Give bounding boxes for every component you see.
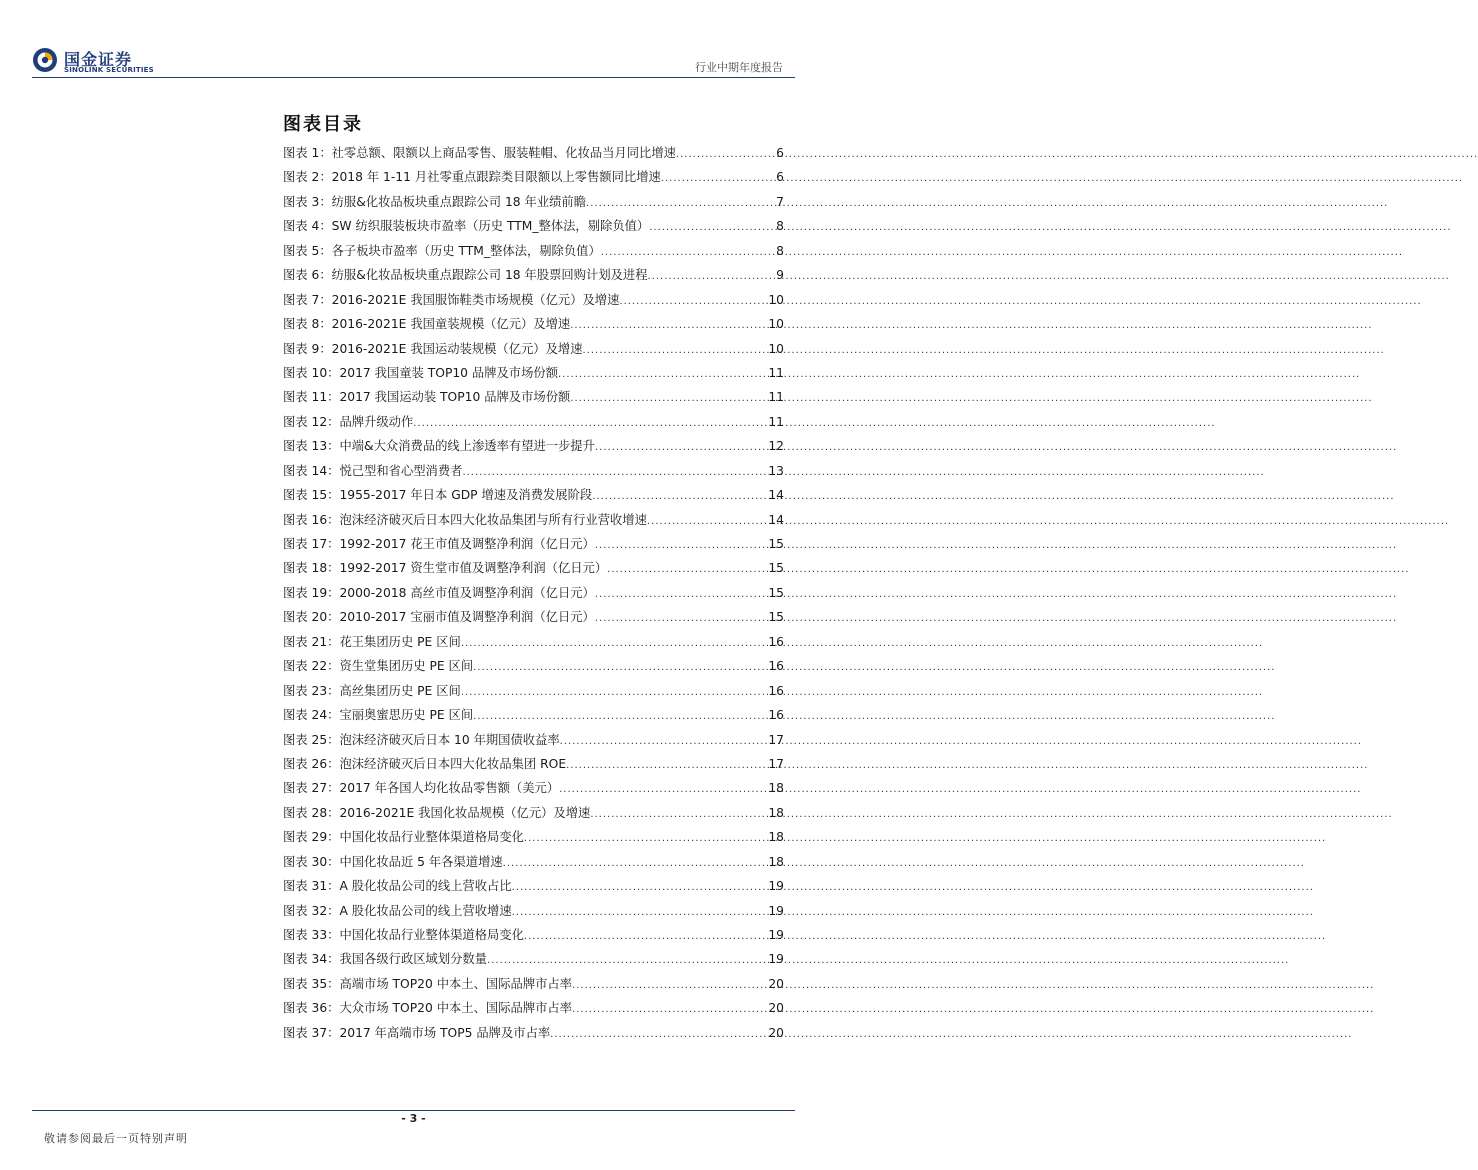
toc-entry-title: 2017 我国运动装 TOP10 品牌及市场份额: [339, 390, 571, 405]
toc-dot-leader: [473, 656, 767, 680]
toc-entry-label: 图表 7：: [283, 292, 332, 307]
company-logo: [32, 47, 172, 77]
toc-entry-label: 图表 31：: [283, 879, 340, 894]
toc-entry-page: 16: [768, 683, 784, 698]
toc-entry-label: 图表 6：: [283, 268, 332, 283]
toc-entry[interactable]: [283, 825, 784, 849]
toc-entry[interactable]: [283, 312, 784, 336]
toc-entry-page: 16: [768, 659, 784, 674]
toc-entry-label: 图表 8：: [283, 317, 332, 332]
toc-entry-page: 11: [768, 390, 784, 405]
toc-entry-title: 泡沫经济破灭后日本 10 年期国债收益率: [339, 732, 560, 747]
toc-entry[interactable]: [283, 508, 784, 532]
toc-entry[interactable]: [283, 483, 784, 507]
toc-dot-leader: [590, 803, 767, 827]
toc-dot-leader: [462, 461, 767, 485]
toc-dot-leader: [461, 681, 768, 705]
toc-entry-label: 图表 10：: [283, 365, 340, 380]
toc-entry-page: 6: [776, 170, 784, 185]
toc-entry[interactable]: [283, 214, 784, 238]
toc-entry-label: 图表 5：: [283, 243, 332, 258]
toc-entry-label: 图表 36：: [283, 1001, 340, 1016]
toc-entry-label: 图表 3：: [283, 194, 332, 209]
toc-entry-title: 高端市场 TOP20 中本土、国际品牌市占率: [339, 976, 572, 991]
toc-entry-label: 图表 11：: [283, 390, 340, 405]
toc-entry-title: 2010-2017 宝丽市值及调整净利润（亿日元）: [339, 610, 595, 625]
toc-entry-title: 社零总额、限额以上商品零售、服装鞋帽、化妆品当月同比增速: [331, 146, 676, 160]
toc-entry-label: 图表 20：: [283, 610, 340, 625]
toc-dot-leader: [595, 534, 768, 558]
toc-entry-label: 图表 24：: [283, 708, 340, 723]
toc-entry-label: 图表 4：: [283, 219, 332, 234]
toc-entry-label: 图表 27：: [283, 781, 340, 796]
toc-entry[interactable]: [283, 581, 784, 605]
toc-entry-page: 14: [768, 488, 784, 503]
toc-entry-page: 15: [768, 610, 784, 625]
toc-entry-page: 11: [768, 365, 784, 380]
toc-entry-page: 10: [768, 292, 784, 307]
toc-entry-page: 11: [768, 414, 784, 429]
toc-dot-leader: [550, 1023, 767, 1047]
toc-dot-leader: [601, 241, 775, 265]
toc-entry-label: 图表 32：: [283, 903, 340, 918]
toc-entry-page: 15: [768, 561, 784, 576]
toc-entry[interactable]: [283, 801, 784, 825]
toc-entry-page: 13: [768, 463, 784, 478]
toc-entry[interactable]: [283, 459, 784, 483]
toc-entry[interactable]: [283, 899, 784, 923]
toc-dot-leader: [570, 387, 767, 411]
toc-entry-page: 17: [768, 756, 784, 771]
toc-entry-label: 图表 12：: [283, 414, 340, 429]
toc-entry[interactable]: [283, 630, 784, 654]
toc-dot-leader: [649, 216, 775, 240]
toc-entry-label: 图表 29：: [283, 830, 340, 845]
toc-entry-title: SW 纺织服装板块市盈率（历史 TTM_整体法，剔除负值）: [331, 219, 650, 234]
toc-dot-leader: [586, 192, 775, 216]
toc-entry[interactable]: [283, 752, 784, 776]
toc-entry-title: 2016-2021E 我国服饰鞋类市场规模（亿元）及增速: [331, 292, 620, 307]
toc-entry-page: 17: [768, 732, 784, 747]
toc-entry-title: 宝丽奥蜜思历史 PE 区间: [339, 708, 474, 723]
toc-entry-page: 19: [768, 928, 784, 942]
toc-dot-leader: [572, 998, 767, 1022]
toc-entry-label: 图表 23：: [283, 683, 340, 698]
toc-entry-title: 1955-2017 年日本 GDP 增速及消费发展阶段: [339, 488, 593, 503]
toc-entry-title: 花王集团历史 PE 区间: [339, 634, 461, 649]
toc-entry-title: 资生堂集团历史 PE 区间: [339, 659, 474, 674]
toc-dot-leader: [473, 705, 767, 729]
toc-dot-leader: [572, 974, 767, 998]
toc-entry-label: 图表 14：: [283, 463, 340, 478]
toc-dot-leader: [595, 583, 768, 607]
toc-entry-label: 图表 9：: [283, 341, 332, 356]
toc-entry[interactable]: [283, 434, 784, 458]
toc-entry-title: 2016-2021E 我国化妆品规模（亿元）及增速: [339, 805, 591, 820]
toc-dot-leader: [595, 436, 767, 460]
toc-entry-page: 20: [768, 976, 784, 991]
toc-entry-page: 20: [768, 1025, 784, 1040]
page-number: - 3 -: [401, 1112, 426, 1125]
header-divider: [32, 77, 795, 78]
toc-entry-label: 图表 33：: [283, 928, 340, 942]
toc-entry-label: 图表 17：: [283, 537, 340, 551]
toc-entry-page: 8: [776, 219, 784, 234]
toc-dot-leader: [566, 754, 767, 778]
toc-entry-title: 泡沫经济破灭后日本四大化妆品集团与所有行业营收增速: [339, 512, 647, 527]
toc-entry-page: 18: [768, 805, 784, 820]
toc-entry[interactable]: [283, 654, 784, 678]
toc-dot-leader: [559, 778, 767, 802]
toc-entry-label: 图表 13：: [283, 439, 340, 454]
toc-entry[interactable]: [283, 972, 784, 996]
toc-entry[interactable]: [283, 850, 784, 874]
toc-entry-page: 7: [776, 194, 784, 209]
toc-entry-title: 品牌升级动作: [339, 414, 414, 429]
toc-entry-page: 18: [768, 781, 784, 796]
toc-dot-leader: [461, 632, 768, 656]
toc-dot-leader: [595, 607, 768, 631]
toc-dot-leader: [647, 510, 767, 534]
toc-entry-page: 16: [768, 634, 784, 649]
toc-entry-label: 图表 30：: [283, 854, 340, 869]
toc-entry-page: 19: [768, 903, 784, 918]
toc-entry[interactable]: [283, 165, 784, 189]
toc-entry-page: 8: [776, 243, 784, 258]
toc-dot-leader: [558, 363, 767, 387]
toc-entry[interactable]: [283, 874, 784, 898]
toc-entry-page: 19: [768, 952, 784, 967]
toc-entry-label: 图表 18：: [283, 561, 340, 576]
toc-entry[interactable]: [283, 288, 784, 312]
toc-entry[interactable]: [283, 141, 784, 165]
toc-entry-page: 15: [768, 585, 784, 600]
toc-entry-label: 图表 21：: [283, 634, 340, 649]
toc-entry-title: 各子板块市盈率（历史 TTM_整体法，剔除负值）: [331, 243, 601, 258]
toc-entry-title: 2018 年 1-11 月社零重点跟踪类目限额以上零售额同比增速: [331, 170, 661, 185]
toc-entry[interactable]: [283, 947, 784, 971]
toc-entry-page: 9: [776, 268, 784, 283]
toc-entry-label: 图表 1：: [283, 146, 332, 160]
toc-dot-leader: [648, 265, 776, 289]
toc-entry-page: 18: [768, 830, 784, 845]
toc-entry-title: 泡沫经济破灭后日本四大化妆品集团 ROE: [339, 756, 567, 771]
toc-entry-title: 2016-2021E 我国运动装规模（亿元）及增速: [331, 341, 583, 356]
toc-dot-leader: [592, 485, 767, 509]
toc-entry[interactable]: [283, 679, 784, 703]
toc-title: 图表目录: [283, 114, 363, 135]
footer-divider: [32, 1110, 795, 1111]
toc-dot-leader: [487, 949, 767, 973]
toc-entry-label: 图表 2：: [283, 170, 332, 185]
toc-dot-leader: [661, 167, 775, 191]
toc-entry-page: 14: [768, 512, 784, 527]
toc-dot-leader: [560, 730, 768, 754]
toc-entry-title: 高丝集团历史 PE 区间: [339, 683, 461, 698]
toc-entry[interactable]: [283, 361, 784, 385]
toc-dot-leader: [619, 290, 767, 314]
toc-entry-label: 图表 37：: [283, 1025, 340, 1040]
toc-entry-page: 20: [768, 1001, 784, 1016]
toc-entry-title: 中国化妆品行业整体渠道格局变化: [339, 928, 524, 942]
toc-entry-label: 图表 35：: [283, 976, 340, 991]
toc-entry-page: 15: [768, 537, 784, 551]
disclaimer: 敬请参阅最后一页特别声明: [44, 1132, 188, 1145]
toc-entry[interactable]: [283, 703, 784, 727]
toc-entry[interactable]: [283, 263, 784, 287]
toc-dot-leader: [512, 901, 768, 925]
toc-entry[interactable]: [283, 776, 784, 800]
toc-entry-title: 纺服&化妆品板块重点跟踪公司 18 年业绩前瞻: [331, 194, 587, 209]
toc-entry-page: 18: [768, 854, 784, 869]
toc-entry[interactable]: [283, 410, 784, 434]
report-type: 行业中期年度报告: [695, 61, 783, 74]
toc-entry[interactable]: [283, 996, 784, 1020]
toc-entry[interactable]: [283, 728, 784, 752]
toc-entry[interactable]: [283, 532, 784, 556]
toc-entry-title: 1992-2017 花王市值及调整净利润（亿日元）: [339, 537, 595, 551]
toc-entry-label: 图表 34：: [283, 952, 340, 967]
toc-entry-title: 悦己型和省心型消费者: [339, 463, 463, 478]
toc-entry-title: A 股化妆品公司的线上营收增速: [339, 903, 512, 918]
sinolink-logo-icon: [32, 47, 58, 73]
toc-entry[interactable]: [283, 190, 784, 214]
toc-entry[interactable]: [283, 556, 784, 580]
toc-entry-title: 纺服&化妆品板块重点跟踪公司 18 年股票回购计划及进程: [331, 268, 648, 283]
toc-dot-leader: [413, 412, 767, 436]
toc-dot-leader: [676, 143, 775, 167]
toc-entry-title: 2017 年各国人均化妆品零售额（美元）: [339, 781, 560, 796]
toc-entry-label: 图表 19：: [283, 585, 340, 600]
toc-entry-page: 6: [776, 146, 784, 160]
toc-entry[interactable]: [283, 385, 784, 409]
toc-entry[interactable]: [283, 923, 784, 947]
toc-entry-label: 图表 28：: [283, 805, 340, 820]
toc-entry[interactable]: [283, 1021, 784, 1045]
figure-table-of-contents: [283, 141, 784, 1045]
toc-entry-page: 10: [768, 317, 784, 332]
toc-entry-page: 12: [768, 439, 784, 454]
toc-dot-leader: [524, 827, 767, 851]
toc-entry[interactable]: [283, 337, 784, 361]
toc-dot-leader: [583, 339, 768, 363]
toc-dot-leader: [503, 852, 768, 876]
toc-entry-title: 2017 我国童装 TOP10 品牌及市场份额: [339, 365, 558, 380]
toc-entry-title: 2017 年高端市场 TOP5 品牌及市占率: [339, 1025, 551, 1040]
toc-entry-title: 1992-2017 资生堂市值及调整净利润（亿日元）: [339, 561, 608, 576]
toc-entry-title: 我国各级行政区域划分数量: [339, 952, 488, 967]
toc-dot-leader: [524, 925, 767, 949]
toc-entry-title: 中端&大众消费品的线上渗透率有望进一步提升: [339, 439, 595, 454]
toc-entry[interactable]: [283, 239, 784, 263]
toc-entry-label: 图表 15：: [283, 488, 340, 503]
toc-dot-leader: [570, 314, 767, 338]
toc-entry-page: 16: [768, 708, 784, 723]
toc-entry-title: A 股化妆品公司的线上营收占比: [339, 879, 512, 894]
toc-dot-leader: [512, 876, 768, 900]
toc-entry-page: 19: [768, 879, 784, 894]
toc-entry-title: 中国化妆品行业整体渠道格局变化: [339, 830, 524, 845]
toc-entry-label: 图表 16：: [283, 512, 340, 527]
toc-entry-title: 2000-2018 高丝市值及调整净利润（亿日元）: [339, 585, 595, 600]
toc-entry-label: 图表 25：: [283, 732, 340, 747]
toc-entry[interactable]: [283, 605, 784, 629]
page-header: [0, 0, 827, 80]
toc-entry-page: 10: [768, 341, 784, 356]
logo-english-name: SINOLINK SECURITIES: [64, 66, 154, 74]
toc-entry-title: 2016-2021E 我国童装规模（亿元）及增速: [331, 317, 571, 332]
toc-entry-title: 中国化妆品近 5 年各渠道增速: [339, 854, 503, 869]
toc-entry-label: 图表 22：: [283, 659, 340, 674]
toc-entry-title: 大众市场 TOP20 中本土、国际品牌市占率: [339, 1001, 572, 1016]
toc-dot-leader: [607, 558, 767, 582]
toc-entry-label: 图表 26：: [283, 756, 340, 771]
logo-chinese-name: 国金证券: [64, 50, 133, 69]
